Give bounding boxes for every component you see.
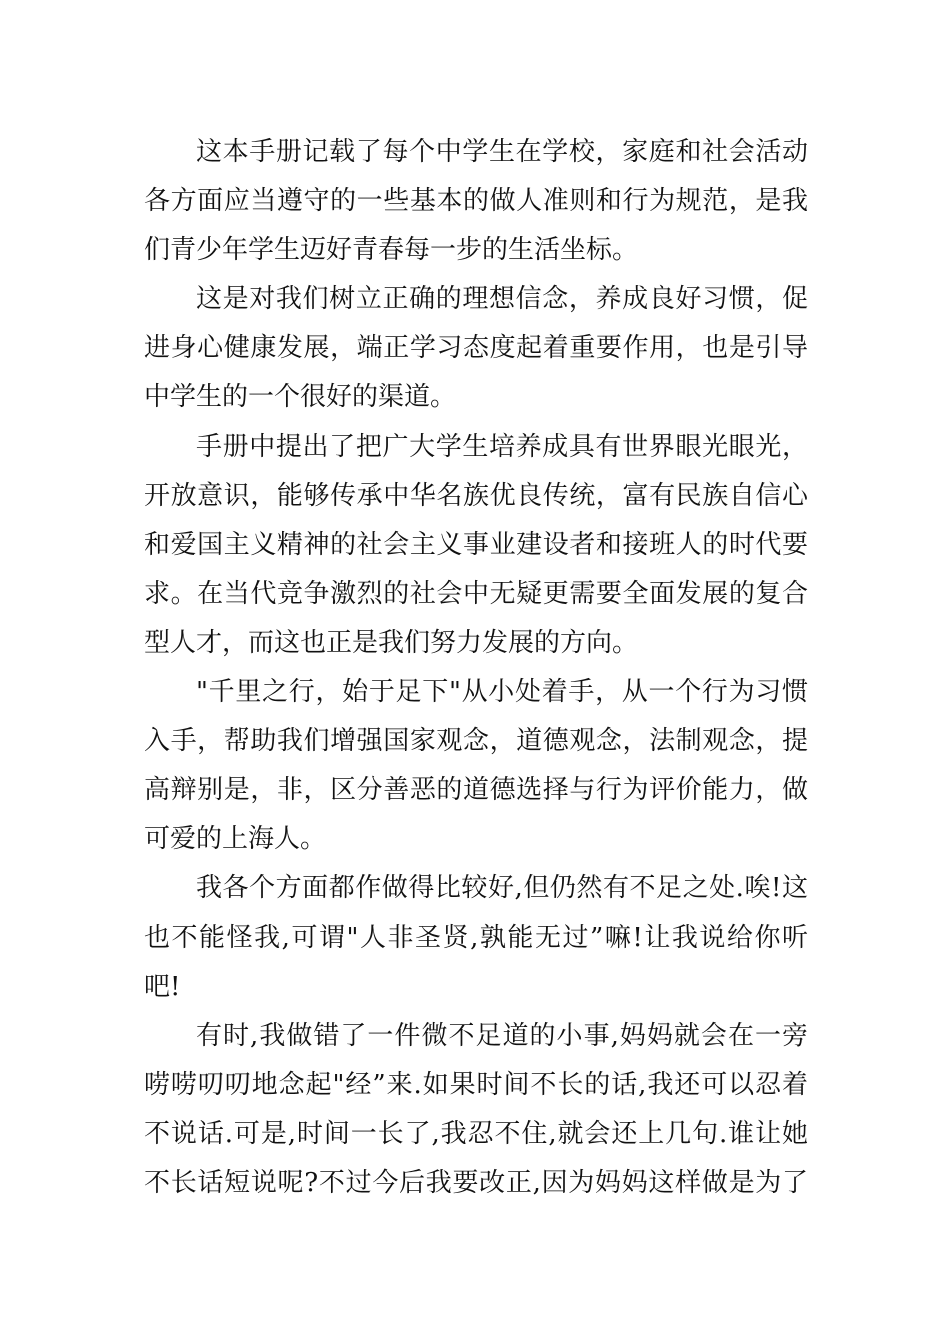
text-line: 不说话.可是,时间一长了,我忍不住,就会还上几句.谁让她 — [144, 1118, 808, 1149]
text-line: 中学生的一个很好的渠道。 — [144, 382, 457, 413]
paragraph-6 — [144, 1012, 808, 1208]
text-line: 这是对我们树立正确的理想信念，养成良好习惯，促 — [196, 284, 808, 315]
text-line: 高辩别是，非，区分善恶的道德选择与行为评价能力，做 — [144, 775, 808, 806]
document-body — [144, 128, 808, 1208]
text-line: 各方面应当遵守的一些基本的做人准则和行为规范，是我 — [144, 186, 808, 217]
text-line: 入手，帮助我们增强国家观念，道德观念，法制观念，提 — [144, 726, 808, 757]
paragraph-4 — [144, 668, 808, 864]
paragraph-3 — [144, 423, 808, 668]
text-line: 开放意识，能够传承中华名族优良传统，富有民族自信心 — [144, 480, 808, 511]
text-line: 和爱国主义精神的社会主义事业建设者和接班人的时代要 — [144, 529, 808, 560]
text-line: 手册中提出了把广大学生培养成具有世界眼光眼光， — [196, 431, 808, 462]
text-line: 吧! — [144, 971, 181, 1002]
text-line: 进身心健康发展，端正学习态度起着重要作用，也是引导 — [144, 333, 808, 364]
text-line: 唠唠叨叨地念起"经”来.如果时间不长的话,我还可以忍着 — [144, 1069, 808, 1100]
text-line: 不长话短说呢?不过今后我要改正,因为妈妈这样做是为了 — [144, 1167, 808, 1198]
text-line: 可爱的上海人。 — [144, 824, 327, 855]
text-line: 这本手册记载了每个中学生在学校，家庭和社会活动 — [196, 137, 808, 167]
paragraph-1 — [144, 128, 808, 275]
text-line: 型人才，而这也正是我们努力发展的方向。 — [144, 627, 639, 658]
text-line: 求。在当代竞争激烈的社会中无疑更需要全面发展的复合 — [144, 578, 808, 609]
text-line: 有时,我做错了一件微不足道的小事,妈妈就会在一旁 — [196, 1020, 808, 1051]
paragraph-5 — [144, 864, 808, 1011]
text-line: 我各个方面都作做得比较好,但仍然有不足之处.唉!这 — [196, 873, 808, 904]
text-line: 们青少年学生迈好青春每一步的生活坐标。 — [144, 235, 639, 266]
text-line: 也不能怪我,可谓"人非圣贤,孰能无过”嘛!让我说给你听 — [144, 922, 808, 953]
paragraph-2 — [144, 275, 808, 422]
text-line: "千里之行，始于足下"从小处着手，从一个行为习惯 — [196, 677, 808, 708]
